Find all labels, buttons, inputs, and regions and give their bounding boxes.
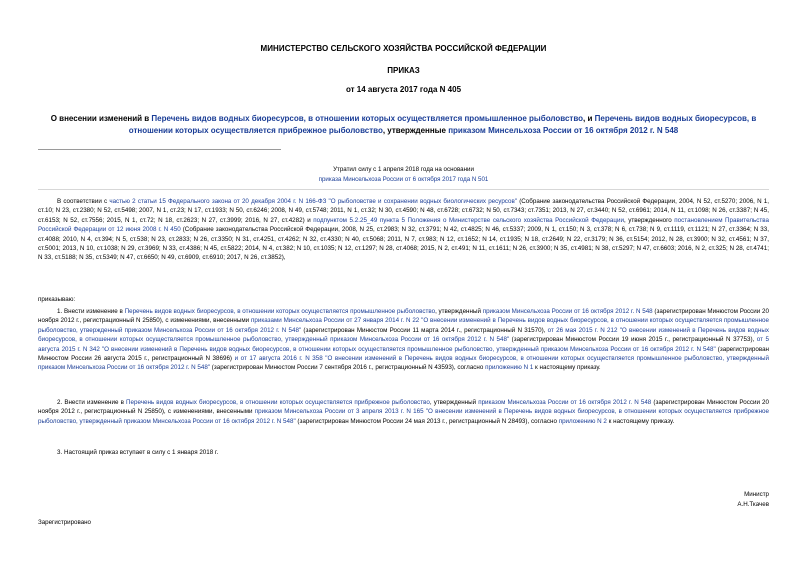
title-text: О внесении изменений в — [50, 114, 152, 123]
preamble-text: (Собрание законодательства Российской Федерации, 2004, N 52, ст.5270; 2006, N 1, ст.10; N 23, ст.2380; N 52, ст.5498; 2007, N 1, ст.23; N 17, ст.1933; N 50, ст.6246; 2008, N 49, ст.5748; 2011, N 1, ст.32; N 30, ст.4590; N 48, ст.6728; ст.6732; N 50, ст.7343; ст.7351; 2013, N 27, ст.3440; N 52, ст.6961; 2014, N 11, ст.1098; N 26, ст.3387; N 45, ст.6153; N 52, ст.7556; 2015, N 1, ст.72; N 18, ст.2623; N 27, ст.3999; 2016, N 27, ст.4282) и — [38, 198, 770, 224]
item-text: (зарегистрирован Минюстом России 26 августа 2015 г., регистрационный N 38696) — [38, 345, 770, 363]
registered-label: Зарегистрировано — [38, 519, 91, 526]
item-1-paragraph — [38, 307, 769, 373]
item-text: , утвержденный — [435, 308, 483, 315]
item-text: (зарегистрирован Минюстом России 20 ноября 2012 г., регистрационный N 25850), с изменениями, внесенными — [38, 399, 770, 416]
preamble-text: В соответствии с — [57, 198, 110, 205]
item1-link-order-212[interactable]: от 26 мая 2015 г. N 212 "О внесении изменений в Перечень видов водных биоресурсов, в отношении которых осуществляется промышленное рыболовство, утвержденный приказом Минсельхоза России от 16 октября 2012 г. N 548" — [38, 326, 769, 344]
title-link-order-548[interactable]: приказом Минсельхоза России от 16 октября 2012 г. N 548 — [448, 125, 679, 135]
item-text: 2. Внести изменение в — [57, 399, 126, 406]
item-2-paragraph — [38, 398, 769, 426]
title-link-industrial-list[interactable]: Перечень видов водных биоресурсов, в отношении которых осуществляется промышленное рыболовство — [151, 114, 584, 123]
item-text: (зарегистрирован Минюстом России 11 марта 2014 г., регистрационный N 31570), — [301, 326, 548, 334]
item1-link-order-548[interactable]: приказом Минсельхоза России от 16 октября 2012 г. N 548 — [482, 308, 653, 315]
status-text: Утратил силу с 1 апреля 2018 года на основании — [333, 166, 474, 173]
item2-link-appendix-2[interactable]: приложению N 2 — [558, 417, 607, 425]
item-text: к настоящему приказу. — [533, 364, 601, 372]
signature-position: Министр — [744, 491, 769, 498]
item-text: к настоящему приказу. — [606, 417, 675, 425]
signature-block — [737, 490, 769, 510]
preamble-paragraph — [38, 197, 769, 263]
item1-link-order-342[interactable]: от 5 августа 2015 г. N 342 "О внесении изменений в Перечень видов водных биоресурсов, в отношении которых осуществляется промышленное рыболовство, утвержденный приказом Минсельхоза России от 16 октября 2012 г. N 548" — [38, 336, 769, 353]
title-link-coastal-list[interactable]: Перечень видов водных биоресурсов, в отношении которых осуществляется прибрежное рыболовство — [128, 114, 757, 135]
signature-name: А.Н.Ткачев — [737, 500, 769, 508]
item1-link-order-358[interactable]: и от 17 августа 2016 г. N 358 "О внесении изменений в Перечень видов водных биоресурсов, в отношении которых осуществляется промышленное рыболовство, утвержденный приказом Минсельхоза России от 16 октября 2012 г. N 548" — [38, 355, 769, 372]
item-text: (зарегистрирован Минюстом России 19 июня 2015 г., регистрационный N 37753), — [509, 336, 757, 344]
divider-short — [38, 149, 281, 150]
item2-link-coastal-list[interactable]: Перечень видов водных биоресурсов, в отношении которых осуществляется прибрежное рыболовство — [126, 399, 430, 406]
divider-long — [38, 189, 769, 190]
item1-link-appendix-1[interactable]: приложению N 1 — [485, 364, 534, 372]
title-text: , утвержденные — [382, 125, 449, 135]
preamble-text: , утвержденного — [623, 216, 675, 224]
title-text: , и — [583, 114, 595, 123]
preamble-text: (Собрание законодательства Российской Федерации, 2008, N 25, ст.2983; N 32, ст.3791; N 42, ст.4825; N 46, ст.5337; 2009, N 1, ст.150; N 3, ст.378; N 6, ст.738; N 9, ст.1119, ст.1121; N 27, ст.3364; N 33, ст.4088; 2010, N 4, ст.394; N 5, ст.538; N 23, ст.2833; N 26, ст.3350; N 31, ст.4251, ст.4262; N 32, ст.4330; N 40, ст.5068; 2011, N 7, ст.983; N 12, ст.1652; N 14, ст.1935; N 18, ст.2649; N 22, ст.3179; N 36, ст.5154; 2012, N 28, ст.3900; N 32, ст.4561; N 37, ст.5001; 2013, N 10, ст.1038; N 29, ст.3969; N 33, ст.4386; N 45, ст.5822; 2014, N 4, ст.382; N 10, ст.1035; N 12, ст.1297; N 28, ст.4068; 2015, N 2, ст.491; N 11, ст.1611; N 26, ст.3900; N 35, ст.4981; N 38, ст.5297; N 47, ст.6603; 2016, N 2, ст.325; N 28, ст.4741; N 33, ст.5188; N 35, ст.5349; N 47, ст.6650; N 49, ст.6909, ст.6910; 2017, N 26, ст.3852), — [38, 226, 769, 262]
item-text: (зарегистрирован Минюстом России 7 сентября 2016 г., регистрационный N 43593), согласно — [210, 364, 486, 372]
item1-link-industrial-list[interactable]: Перечень видов водных биоресурсов, в отношении которых осуществляется промышленное рыболовство — [124, 308, 436, 315]
item2-link-order-165[interactable]: приказом Минсельхоза России от 3 апреля 2013 г. N 165 "О внесении изменений в Перечень видов водных биоресурсов, в отношении которых осуществляется прибрежное рыболовство, утвержденный приказом Минсельхоза России от 16 октября 2012 г. N 548" — [38, 408, 770, 425]
item-text: 1. Внести изменение в — [57, 308, 125, 315]
item-3-paragraph: 3. Настоящий приказ вступает в силу с 1 января 2018 г. — [57, 449, 219, 456]
orders-label: приказываю: — [38, 296, 76, 303]
item-text: (зарегистрирован Минюстом России 20 ноября 2012 г., регистрационный N 25850), с изменениями, внесенными — [38, 308, 769, 325]
document-date: от 14 августа 2017 года N 405 — [345, 85, 462, 94]
status-note — [0, 165, 807, 185]
preamble-link-regulation[interactable]: подпунктом 5.2.25_49 пункта 5 Положения о Министерстве сельского хозяйства Российской Федерации — [313, 216, 624, 224]
document-title — [40, 113, 767, 136]
ministry-heading: МИНИСТЕРСТВО СЕЛЬСКОГО ХОЗЯЙСТВА РОССИЙСКОЙ ФЕДЕРАЦИИ — [260, 44, 547, 53]
status-link-order-501[interactable]: приказа Минсельхоза России от 6 октября 2017 года N 501 — [318, 176, 489, 183]
item2-link-order-548[interactable]: приказом Минсельхоза России от 16 октября 2012 г. N 548 — [478, 399, 652, 406]
document-type: ПРИКАЗ — [387, 66, 420, 75]
preamble-link-decree-450[interactable]: постановлением Правительства Российской Федерации от 12 июня 2008 г. N 450 — [38, 216, 769, 234]
item1-link-order-22[interactable]: приказами Минсельхоза России от 27 января 2014 г. N 22 "О внесении изменений в Перечень видов водных биоресурсов, в отношении которых осуществляется промышленное рыболовство, утвержденный приказом Минсельхоза России от 16 октября 2012 г. N 548" — [38, 317, 769, 334]
item-text: (зарегистрирован Минюстом России 24 мая 2013 г., регистрационный N 28493), согласно — [295, 417, 559, 425]
item-text: , утвержденный — [429, 399, 479, 406]
preamble-link-law-166[interactable]: частью 2 статьи 15 Федерального закона от 20 декабря 2004 г. N 166-ФЗ "О рыболовстве и сохранении водных биологических ресурсов" — [109, 198, 518, 205]
